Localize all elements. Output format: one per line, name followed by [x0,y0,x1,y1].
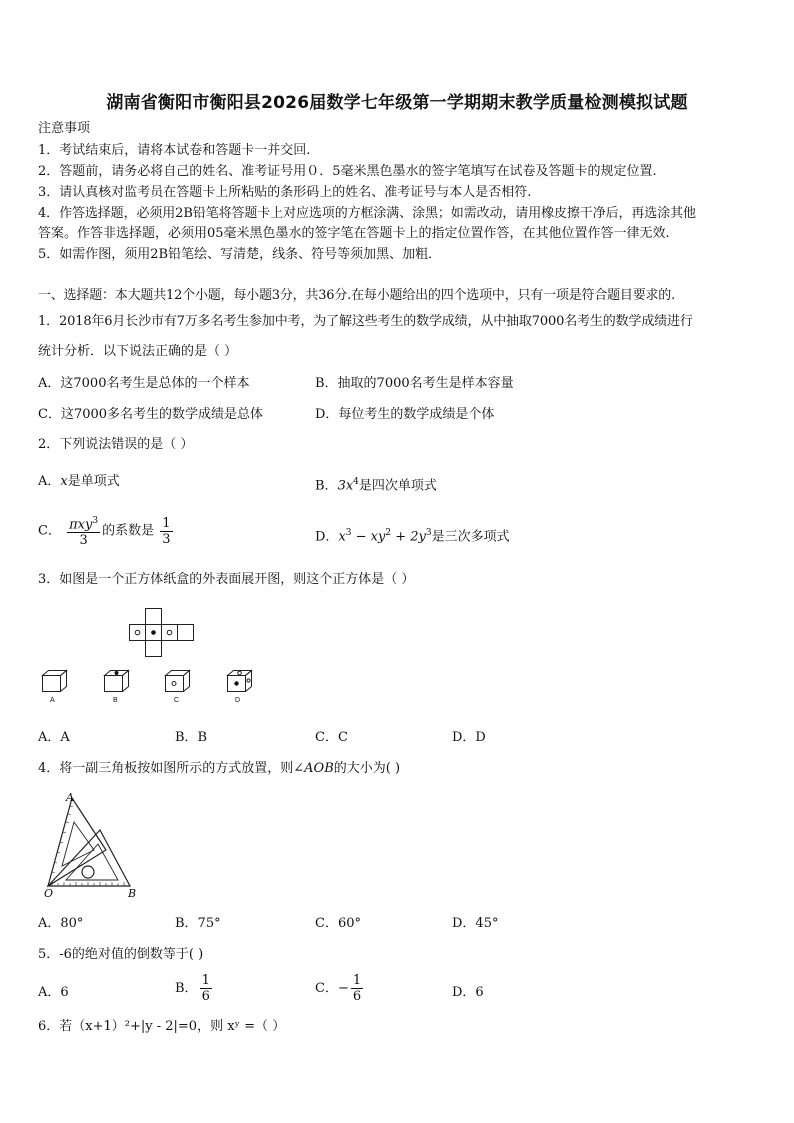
q4-stem-math: ∠AOB [293,761,334,776]
cube-a-label: A [50,697,55,704]
q5-b-den: 6 [201,989,210,1004]
q5-b-label: B． [175,981,198,996]
q2-d-label: D． [315,529,339,545]
notice-item: 4．作答选择题，必须用2B铅笔将答题卡上对应选项的方框涂满、涂黑；如需改动，请用橡皮擦干净后，再选涂其他 [38,206,696,221]
cube-c-icon [163,668,193,694]
q5-option-b [175,973,214,1004]
point-b-label: B [128,887,137,900]
net-hollow-dot [167,630,172,635]
section-heading: 一、选择题：本大题共12个小题，每小题3分，共36分.在每小题给出的四个选项中，只有一项是符合题目要求的. [38,288,676,303]
cube-c-label: C [174,697,180,704]
net-face-top [146,609,162,625]
q5-c-num: 1 [352,973,362,988]
q3-stem: 3．如图是一个正方体纸盒的外表面展开图，则这个正方体是（ ） [38,572,415,587]
q1-option-d: D．每位考生的数学成绩是个体 [315,407,495,422]
q3-option-c: C．C [315,730,348,745]
q4-option-b: B．75° [175,916,221,931]
net-face-4 [178,625,194,641]
q5-c-sign: − [337,981,349,996]
net-solid-dot [151,630,156,635]
notice-item: 3．请认真核对监考员在答题卡上所粘贴的条形码上的姓名、准考证号与本人是否相符. [38,185,532,200]
q2-option-b [315,474,437,494]
q2-b-text: 是四次单项式 [358,478,437,494]
q2-d-m2: − xy [351,529,386,545]
q4-option-c: C．60° [315,916,361,931]
cube-d-label: D [235,697,241,704]
page-title: 湖南省衡阳市衡阳县2026届数学七年级第一学期期末教学质量检测模拟试题 [106,93,688,113]
cube-net-figure [125,605,197,661]
q3-option-a: A．A [38,730,70,745]
q5-option-c [315,973,365,1004]
q2-option-a [38,474,120,490]
q2-stem: 2．下列说法错误的是（ ） [38,437,194,452]
q1-option-c: C．这7000多名考生的数学成绩是总体 [38,407,264,422]
q2-option-c [38,514,175,548]
q5-c-fraction [351,973,363,1004]
q2-d-m1: x [338,529,346,545]
net-face-bottom [146,641,162,657]
notice-item: 2．答题前，请务必将自己的姓名、准考证号用０．5毫米黑色墨水的签字笔填写在试卷及答题卡的规定位置. [38,164,657,179]
q2-option-d [315,525,510,545]
q4-option-d: D．45° [452,916,499,931]
q5-option-a: A．6 [38,985,69,1000]
q2-c-val-num: 1 [162,515,171,531]
q2-a-label: A． [38,474,61,489]
q3-option-b: B．B [175,730,208,745]
q4-stem-post: 的大小为( ) [333,761,401,776]
notice-item: 答案。作答非选择题，必须用05毫米黑色墨水的签字笔在答题卡上的指定位置作答，在其他位置作答一律无效. [38,226,670,241]
q2-c-num: πxy [69,517,93,533]
point-a-label: A [66,791,74,804]
q5-stem: 5．-6的绝对值的倒数等于( ) [38,947,204,962]
q1-stem-line1: 1．2018年6月长沙市有7万多名考生参加中考，为了解这些考生的数学成绩，从中抽取7000名考生的数学成绩进行 [38,314,693,329]
q2-d-e1: 3 [345,528,352,538]
q2-c-text: 的系数是 [102,523,155,539]
q5-b-num: 1 [201,973,210,988]
q2-b-label: B． [315,478,338,494]
q2-c-value [160,516,172,547]
q2-d-text: 是三次多项式 [431,529,510,545]
q2-a-math: x [60,474,68,489]
q5-c-den: 6 [352,989,362,1004]
notice-item: 1．考试结束后，请将本试卷和答题卡一并交回. [38,143,311,158]
q2-d-e3: 3 [425,528,432,538]
q3-option-d: D．D [452,730,486,745]
triangle-30-60 [48,798,106,886]
q2-d-e2: 2 [385,528,392,538]
net-face-3 [162,625,178,641]
q2-c-val-den: 3 [162,531,171,547]
q2-d-m3: + 2y [391,529,426,545]
notice-item: 5．如需作图，须用2B铅笔绘、写清楚，线条、符号等须加黑、加粗． [38,247,442,262]
q4-stem [38,761,400,777]
q2-c-den: 3 [79,533,88,549]
q1-stem-line2: 统计分析．以下说法正确的是（ ） [38,344,238,359]
notice-heading: 注意事项 [38,121,91,136]
net-hollow-dot [135,630,140,635]
q6-stem: 6．若（x+1）²+|y - 2|=0，则 xʸ =（ ） [38,1019,286,1034]
q1-option-b: B．抽取的7000名考生是样本容量 [315,376,514,391]
q2-a-text: 是单项式 [67,474,120,489]
set-square-figure [40,790,145,902]
q2-c-num-exp: 3 [92,516,99,526]
q5-b-fraction [200,973,212,1004]
q4-option-a: A．80° [38,916,84,931]
q2-c-fraction [67,514,100,548]
triangle-30-60-inner [62,822,94,866]
q1-option-a: A．这7000名考生是总体的一个样本 [38,376,250,391]
q2-c-label: C． [38,523,61,539]
q4-stem-pre: 4．将一副三角板按如图所示的方式放置，则 [38,761,294,776]
q5-c-label: C． [315,981,338,996]
net-face-1 [130,625,146,641]
cube-b-label: B [113,697,118,704]
q2-b-math: 3x [337,478,354,494]
triangle-hole [82,866,94,878]
cube-a-icon [40,668,70,694]
point-o-label: O [44,887,54,900]
cube-d-icon [225,668,255,694]
q5-option-d: D．6 [452,985,484,1000]
cube-b-icon [102,668,132,694]
q2-b-exp: 4 [353,477,359,487]
